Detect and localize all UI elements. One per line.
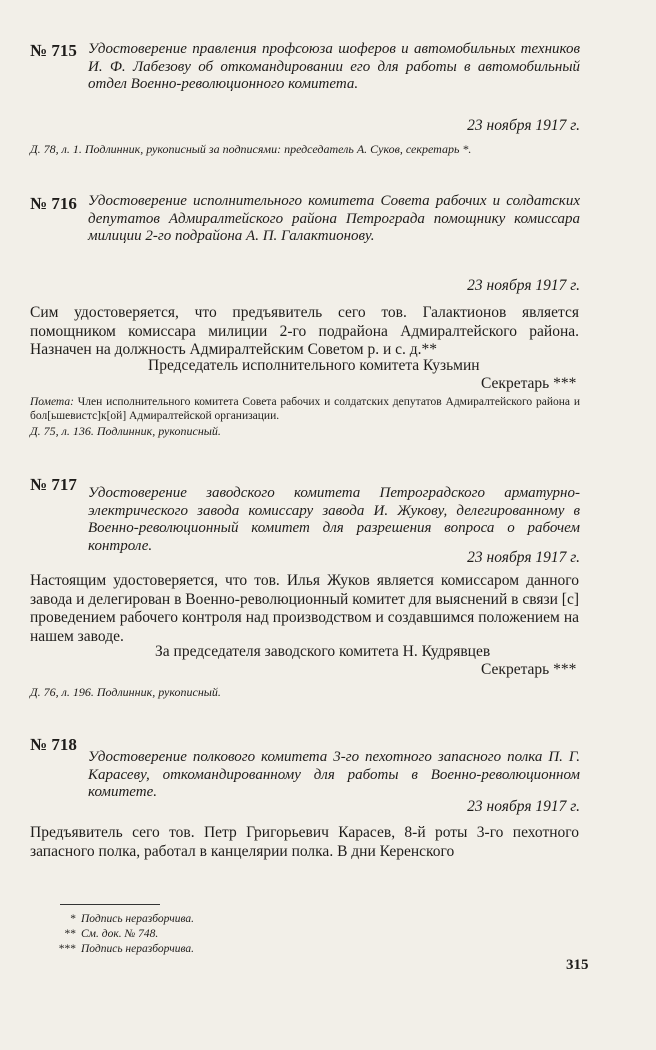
footnote-1 [44,913,194,925]
footnote-2 [44,928,158,940]
doc-715-date: 23 ноября 1917 г. [467,117,580,134]
footnote-2-mark: ** [64,928,76,940]
page-number: 315 [566,957,589,973]
footnote-3 [44,943,194,955]
doc-716-secretary: Секретарь *** [481,375,577,392]
footnote-3-text: Подпись неразборчива. [81,943,194,955]
doc-715-source: Д. 78, л. 1. Подлинник, рукописный за подписями: председатель А. Суков, секретарь *. [30,142,472,156]
doc-716-note-text: Член исполнительного комитета Совета рабочих и солдатских депутатов Адмиралтейского района и бол[ьшевистс]к[ой] Адмиралтейской организации. [30,396,580,422]
doc-716-title: Удостоверение исполнительного комитета Совета рабочих и солдатских депутатов Адмиралтейского района Петрограда помощнику комиссара милиции 2-го подрайона А. П. Галактионову. [88,193,580,244]
doc-716-chairman: Председатель исполнительного комитета Кузьмин [148,357,480,374]
doc-716-date: 23 ноября 1917 г. [467,277,580,294]
doc-716-body: Сим удостоверяется, что предъявитель сего тов. Галактионов является помощником комиссара милиции 2-го подрайона Адмиралтейского района. Назначен на должность Адмиралтейским Советом р. и с. д.** [30,304,579,359]
doc-717-secretary: Секретарь *** [481,661,577,678]
doc-716-number: № 716 [30,194,77,213]
doc-716-source: Д. 75, л. 136. Подлинник, рукописный. [30,424,221,438]
doc-716-note [30,395,580,423]
doc-717-chairman: За председателя заводского комитета Н. Кудрявцев [155,643,491,660]
footnote-3-mark: *** [58,943,76,955]
doc-716-note-label: Помета: [30,396,74,408]
doc-717-source: Д. 76, л. 196. Подлинник, рукописный. [30,685,221,699]
doc-718-number: № 718 [30,735,77,754]
doc-717-body: Настоящим удостоверяется, что тов. Илья Жуков является комиссаром данного завода и делегирован в Военно-революционный комитет для выяснений в связи [с] проведением рабочего контроля над производством и создавшимся положением на нашем заводе. [30,572,579,645]
doc-717-title: Удостоверение заводского комитета Петроградского арматурно-электрического завода комиссару завода И. Жукову, делегированному в Военно-революционный комитет для разрешения вопроса о рабочем контроле. [88,485,580,554]
footnote-1-text: Подпись неразборчива. [81,913,194,925]
doc-718-date: 23 ноября 1917 г. [467,798,580,815]
doc-717-date: 23 ноября 1917 г. [467,549,580,566]
footnote-2-text: См. док. № 748. [81,928,159,940]
doc-715-title: Удостоверение правления профсоюза шоферов и автомобильных техников И. Ф. Лабезову об откомандировании его для работы в автомобильный отдел Военно-революционного комитета. [88,41,580,92]
footnote-rule [60,904,160,905]
doc-715-number: № 715 [30,41,77,60]
footnote-1-mark: * [70,913,76,925]
doc-717-number: № 717 [30,475,77,494]
doc-718-title: Удостоверение полкового комитета 3-го пехотного запасного полка П. Г. Карасеву, откомандированному для работы в Военно-революционном комитете. [88,749,580,800]
doc-718-body: Предъявитель сего тов. Петр Григорьевич Карасев, 8-й роты 3-го пехотного запасного полка, работал в канцелярии полка. В дни Керенского [30,824,579,860]
